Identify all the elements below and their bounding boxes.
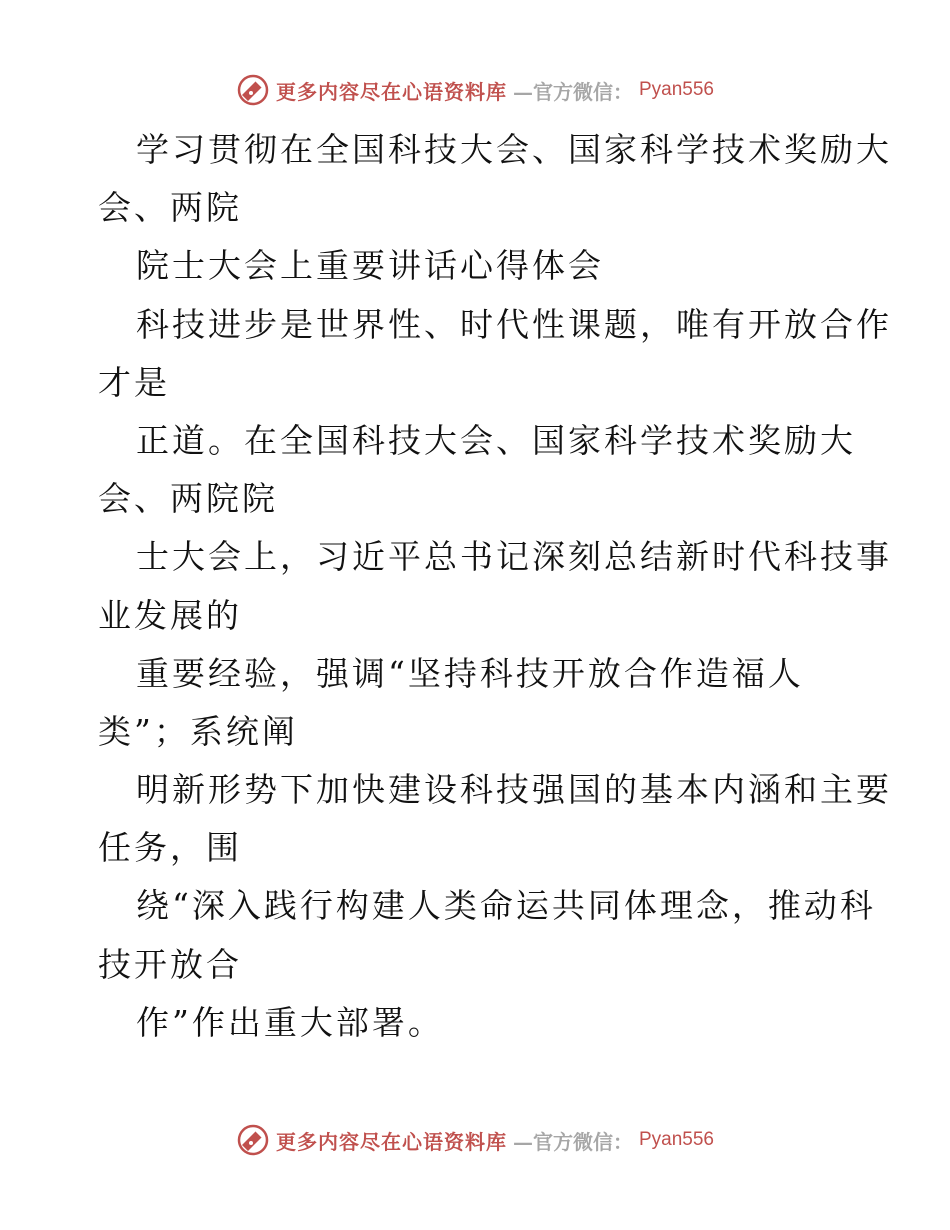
document-body	[98, 121, 892, 1052]
watermark-wechat-label: —官方微信：	[512, 1129, 633, 1154]
body-text-line: 任务，围	[98, 828, 242, 868]
watermark-site-name: 更多内容尽在心语资料库	[275, 1129, 507, 1154]
body-text-line: 作”作出重大部署。	[136, 1002, 444, 1042]
body-text-line: 会、两院	[98, 188, 242, 228]
body-text-line: 院士大会上重要讲话心得体会	[136, 246, 604, 286]
watermark-wechat-id: Pyan556	[638, 79, 714, 100]
body-text-line: 技开放合	[98, 944, 242, 984]
pen-nib-logo-icon	[236, 73, 270, 107]
watermark	[236, 1123, 714, 1157]
body-text-line: 正道。在全国科技大会、国家科学技术奖励大	[136, 420, 856, 460]
body-text-line: 科技进步是世界性、时代性课题，唯有开放合作	[136, 304, 892, 344]
body-text-line: 重要经验，强调“坚持科技开放合作造福人	[136, 653, 804, 693]
page-header-watermark	[0, 70, 950, 110]
watermark-wechat-id: Pyan556	[638, 1129, 714, 1150]
pen-nib-logo-icon	[236, 1123, 270, 1157]
body-text-line: 会、两院院	[98, 479, 278, 519]
body-text-line: 业发展的	[98, 595, 242, 635]
body-text-line: 绕“深入践行构建人类命运共同体理念，推动科	[136, 886, 876, 926]
watermark-wechat-label: —官方微信：	[512, 79, 633, 104]
body-text-line: 学习贯彻在全国科技大会、国家科学技术奖励大	[136, 130, 892, 169]
body-text-line: 士大会上，习近平总书记深刻总结新时代科技事	[136, 537, 892, 577]
watermark-site-name: 更多内容尽在心语资料库	[275, 79, 507, 104]
watermark	[236, 73, 714, 107]
page-footer-watermark	[0, 1120, 950, 1160]
body-text-line: 明新形势下加快建设科技强国的基本内涵和主要	[136, 770, 892, 810]
body-text-line: 才是	[98, 362, 170, 402]
body-text-line: 类”；系统阐	[98, 711, 298, 751]
